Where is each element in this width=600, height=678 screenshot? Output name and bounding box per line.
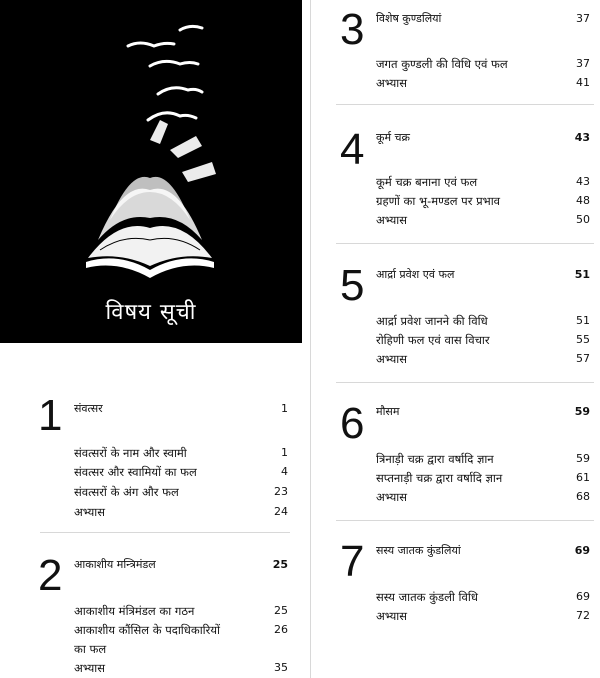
toc-item: संवत्सरों के अंग और फल [74,485,179,499]
toc-item: आकाशीय कौंसिल के पदाधिकारियों [74,623,220,637]
toc-item: संवत्सर और स्वामियों का फल [74,465,197,479]
toc-item-page: 43 [576,175,590,188]
chapter-page: 1 [281,402,288,415]
toc-item-page: 41 [576,76,590,89]
chapter-number: 6 [340,399,365,448]
toc-item: ग्रहणों का भू-मण्डल पर प्रभाव [376,194,501,208]
section-divider [336,104,594,105]
toc-item-page: 37 [576,57,590,70]
toc-item: का फल [74,642,107,656]
page-1 [170,136,202,158]
bird-4 [148,113,196,120]
chapter-number: 1 [38,391,63,440]
toc-item: आकाशीय मंत्रिमंडल का गठन [74,604,195,618]
chapter-title: कूर्म चक्र [376,131,410,144]
chapter-title: सस्य जातक कुंडलियां [376,544,461,557]
column-divider [310,0,311,678]
toc-item-page: 61 [576,471,590,484]
toc-item-page: 55 [576,333,590,346]
panel-title: विषय सूची [105,300,197,325]
chapter-title: आर्द्रा प्रवेश एवं फल [376,268,455,281]
chapter-page: 69 [574,544,590,557]
toc-item: अभ्यास [376,213,407,227]
chapter-number: 4 [340,125,365,174]
toc-item-page: 68 [576,490,590,503]
toc-item-page: 25 [274,604,288,617]
toc-item: कूर्म चक्र बनाना एवं फल [376,175,478,189]
chapter-title: मौसम [376,405,400,418]
toc-item-page: 57 [576,352,590,365]
toc-item: सप्तनाड़ी चक्र द्वारा वर्षादि ज्ञान [376,471,503,485]
toc-item-page: 4 [281,465,288,478]
chapter-page: 51 [574,268,590,281]
section-divider [40,532,290,533]
toc-item-page: 1 [281,446,288,459]
toc-item: संवत्सरों के नाम और स्वामी [74,446,187,460]
toc-item-page: 69 [576,590,590,603]
chapter-number: 7 [340,537,365,586]
chapter-page: 25 [272,558,288,571]
toc-item-page: 26 [274,623,288,636]
chapter-title: आकाशीय मन्त्रिमंडल [74,558,156,571]
chapter-page: 37 [576,12,590,25]
toc-item: अभ्यास [74,661,105,675]
chapter-page: 59 [574,405,590,418]
toc-item: जगत कुण्डली की विधि एवं फल [376,57,508,71]
bird-1 [128,43,174,46]
chapter-number: 2 [38,551,63,600]
toc-item: अभ्यास [74,505,105,519]
bird-5 [180,26,202,30]
toc-item: अभ्यास [376,609,407,623]
toc-item-page: 72 [576,609,590,622]
open-book [86,177,214,278]
toc-item: अभ्यास [376,76,407,90]
section-divider [336,382,594,383]
chapter-page: 43 [574,131,590,144]
chapter-number: 5 [340,261,365,310]
chapter-number: 3 [340,5,365,54]
toc-item-page: 48 [576,194,590,207]
toc-item: रोहिणी फल एवं वास विचार [376,333,490,347]
toc-item: अभ्यास [376,490,407,504]
chapter-title: विशेष कुण्डलियां [376,12,442,25]
section-divider [336,520,594,521]
toc-item: अभ्यास [376,352,407,366]
toc-item: आर्द्रा प्रवेश जानने की विधि [376,314,488,328]
page-3 [150,120,168,144]
toc-item: त्रिनाड़ी चक्र द्वारा वर्षादि ज्ञान [376,452,494,466]
bird-3 [158,88,202,94]
toc-item-page: 51 [576,314,590,327]
toc-item: सस्य जातक कुंडली विधि [376,590,478,604]
toc-item-page: 59 [576,452,590,465]
bird-2 [150,61,198,66]
book-birds-illustration [0,0,302,343]
toc-item-page: 50 [576,213,590,226]
section-divider [336,243,594,244]
toc-item-page: 23 [274,485,288,498]
page-2 [182,162,216,182]
toc-item-page: 24 [274,505,288,518]
toc-item-page: 35 [274,661,288,674]
chapter-title: संवत्सर [74,402,103,415]
cover-panel [0,0,302,343]
